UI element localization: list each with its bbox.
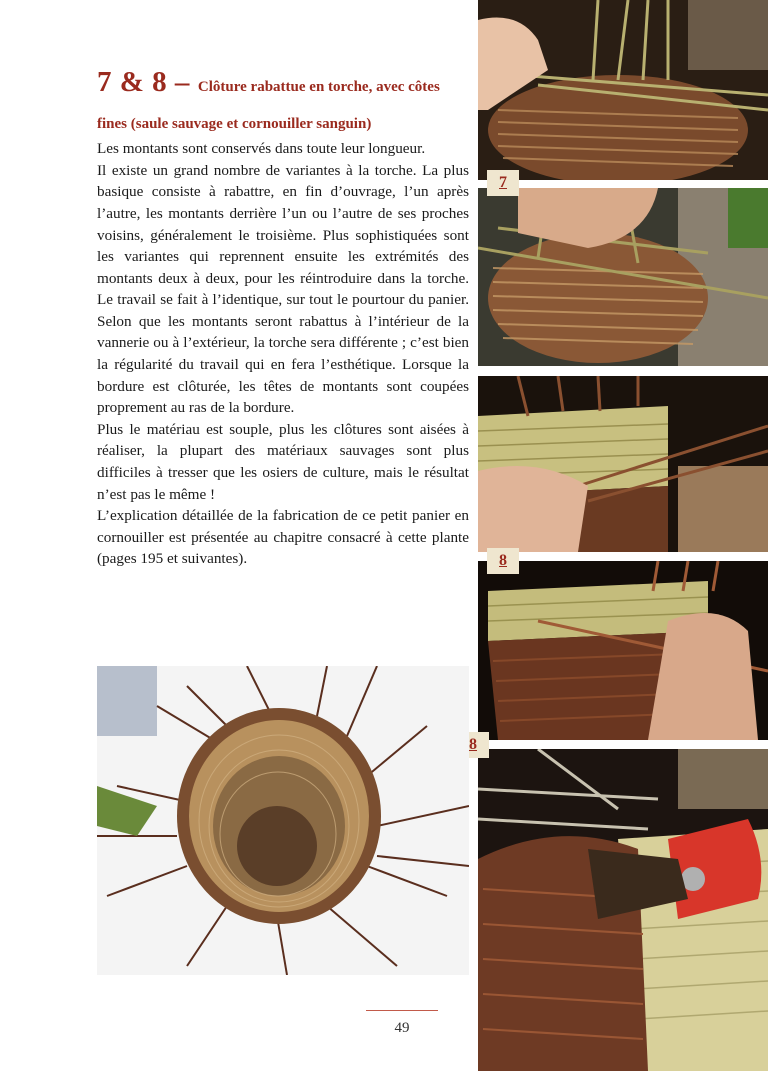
photo-basket-top-view bbox=[97, 666, 469, 975]
photo-tag-8-second: 8 bbox=[457, 732, 489, 758]
heading-number: 7 & 8 – bbox=[97, 66, 190, 98]
photo-tag-8: 8 bbox=[487, 548, 519, 574]
heading-subtitle: Clôture rabattue en torche, avec côtes fines (saule sauvage et cornouiller sanguin) bbox=[97, 79, 440, 133]
paragraph: Plus le matériau est souple, plus les clôtures sont aisées à réaliser, la plupart des matériaux sauvages sont plus difficiles à tresser que les osiers de culture, mais le résultat n’est pas le même ! bbox=[97, 420, 469, 503]
photo-step-7a bbox=[478, 0, 768, 180]
paragraph: Il existe un grand nombre de variantes à la torche. La plus basique consiste à rabattre, en fin d’ouvrage, l’un après l’autre, les montants derrière l’un ou l’autre de ses proches voisins, généralement le troisième. Plus sophistiquées sont les variantes qui reprennent ensuite les extrémités des montants deux à deux, pour les réintroduire dans la torche. Le travail se fait à l’identique, sur tout le pourtour du panier. Selon que les montants seront rabattus à l’intérieur de la vannerie ou à l’extérieur, la torche sera différente ; c’est bien la régularité du travail qui en fera l’esthétique. Lorsque la bordure est clôturée, les têtes de montants sont coupées proprement au ras de la bordure. bbox=[97, 161, 469, 417]
photo-step-8a bbox=[478, 376, 768, 552]
text-column bbox=[97, 62, 469, 570]
section-heading bbox=[97, 62, 469, 136]
photo-step-8c bbox=[478, 749, 768, 1071]
photo-step-8b bbox=[478, 561, 768, 740]
footer-rule bbox=[366, 1010, 438, 1011]
paragraph: L’explication détaillée de la fabrication de ce petit panier en cornouiller est présentée au chapitre consacré à cette plante (pages 195 et suivantes). bbox=[97, 507, 469, 568]
paragraph: Les montants sont conservés dans toute leur longueur. bbox=[97, 140, 426, 158]
photo-step-7b bbox=[478, 188, 768, 366]
photo-tag-7: 7 bbox=[487, 170, 519, 196]
page-number: 49 bbox=[394, 1020, 410, 1036]
